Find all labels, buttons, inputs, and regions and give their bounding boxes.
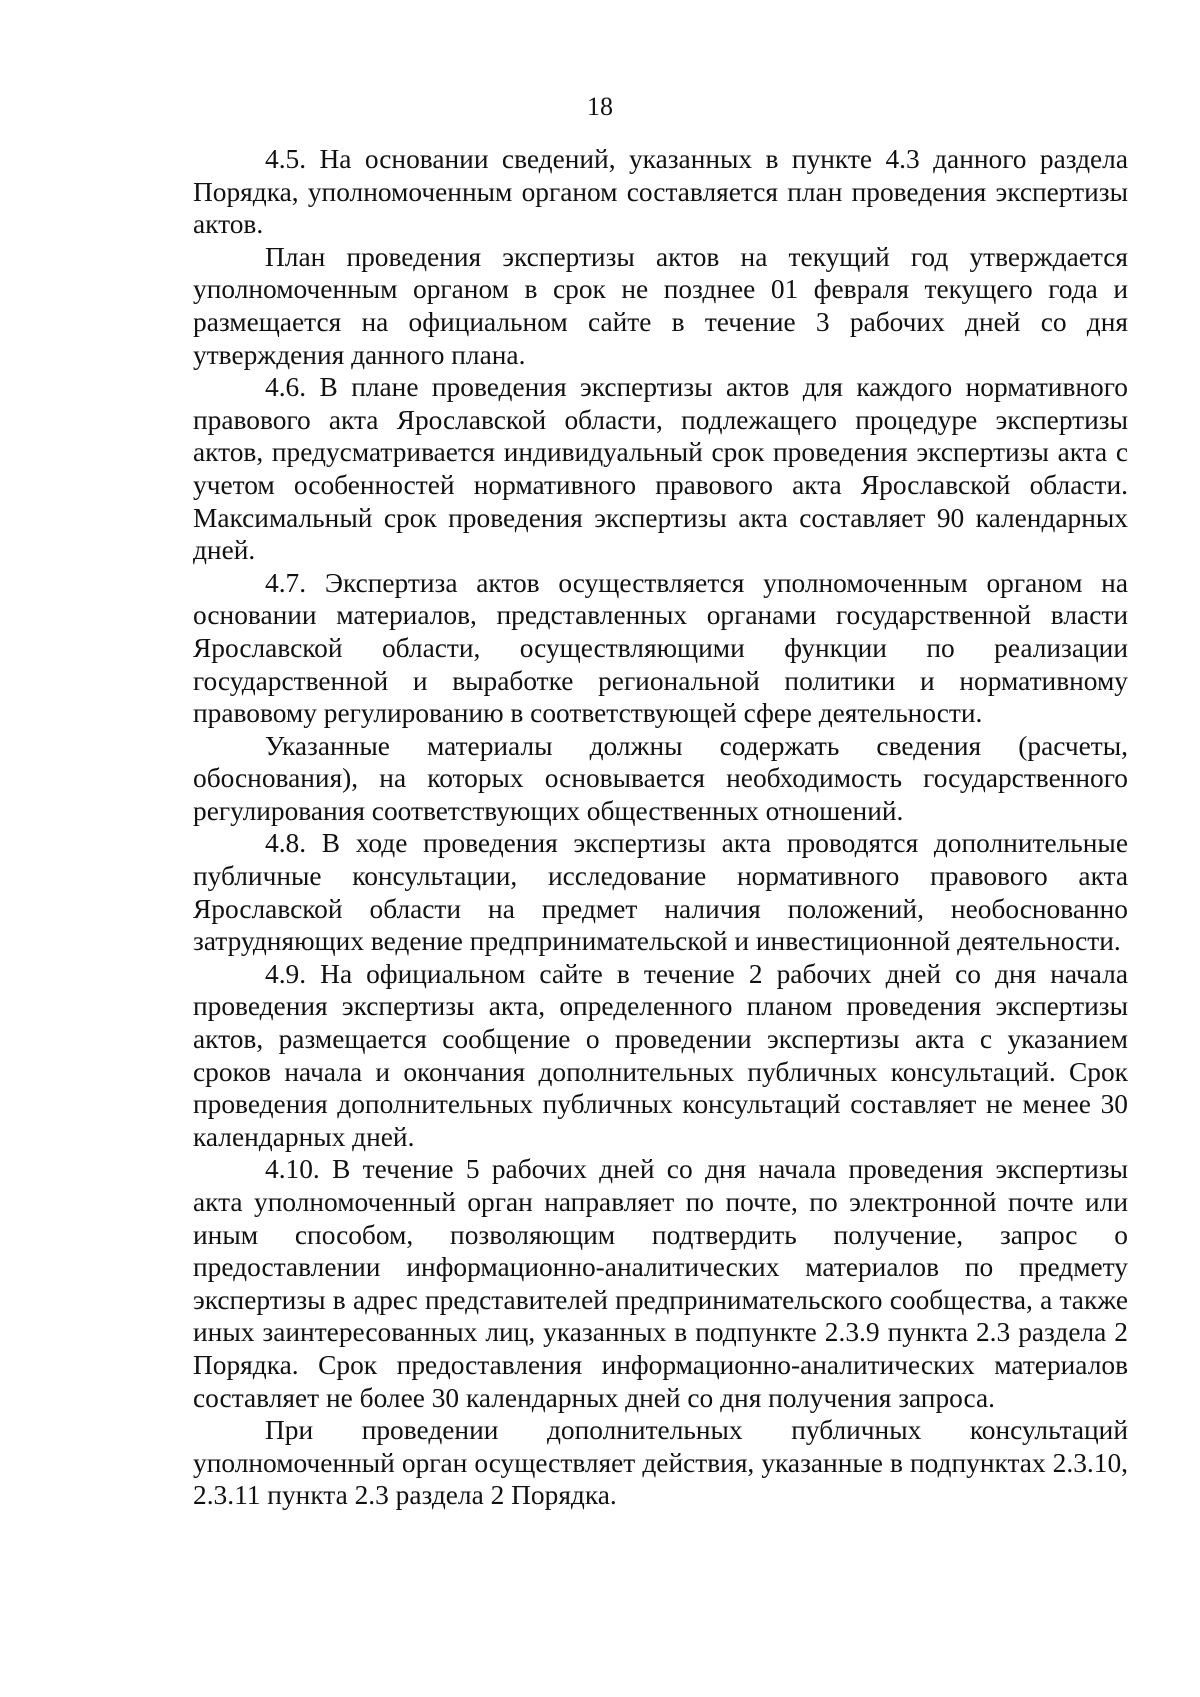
page-number: 18 [587, 92, 613, 121]
paragraph-4-6: 4.6. В плане проведения экспертизы актов для каждого нормативного правового акта Ярославской области, подлежащего процедуре экспертизы актов, предусматривается индивидуальный срок проведения экспертизы акта с учетом особенностей нормативного правового акта Ярославской области. Максимальный срок проведения экспертизы акта составляет 90 календарных дней. [193, 372, 1128, 566]
paragraph-plan-approval: План проведения экспертизы актов на текущий год утверждается уполномоченным органом в срок не позднее 01 февраля текущего года и размещается на официальном сайте в течение 3 рабочих дней со дня утверждения данного плана. [193, 241, 1128, 370]
paragraph-4-9: 4.9. На официальном сайте в течение 2 рабочих дней со дня начала проведения экспертизы акта, определенного планом проведения экспертизы актов, размещается сообщение о проведении экспертизы акта с указанием сроков начала и окончания дополнительных публичных консультаций. Срок проведения дополнительных публичных консультаций составляет не менее 30 календарных дней. [193, 958, 1128, 1152]
paragraph-4-7: 4.7. Экспертиза актов осуществляется уполномоченным органом на основании материалов, представленных органами государственной власти Ярославской области, осуществляющими функции по реализации государственной и выработке региональной политики и нормативному правовому регулированию в соответствующей сфере деятельности. [193, 567, 1128, 729]
paragraph-4-8: 4.8. В ходе проведения экспертизы акта проводятся дополнительные публичные консультации, исследование нормативного правового акта Ярославской области на предмет наличия положений, необоснованно затрудняющих ведение предпринимательской и инвестиционной деятельности. [193, 828, 1128, 957]
paragraph-4-5: 4.5. На основании сведений, указанных в пункте 4.3 данного раздела Порядка, уполномоченным органом составляется план проведения экспертизы актов. [193, 144, 1128, 240]
paragraph-4-10: 4.10. В течение 5 рабочих дней со дня начала проведения экспертизы акта уполномоченный орган направляет по почте, по электронной почте или иным способом, позволяющим подтвердить получение, запрос о предоставлении информационно-аналитических материалов по предмету экспертизы в адрес представителей предпринимательского сообщества, а также иных заинтересованных лиц, указанных в подпункте 2.3.9 пункта 2.3 раздела 2 Порядка. Срок предоставления информационно-аналитических материалов составляет не более 30 календарных дней со дня получения запроса. [193, 1154, 1128, 1413]
paragraph-materials: Указанные материалы должны содержать сведения (расчеты, обоснования), на которых основывается необходимость государственного регулирования соответствующих общественных отношений. [193, 730, 1128, 826]
document-body [193, 143, 1128, 1512]
paragraph-consultations: При проведении дополнительных публичных консультаций уполномоченный орган осуществляет действия, указанные в подпунктах 2.3.10, 2.3.11 пункта 2.3 раздела 2 Порядка. [193, 1415, 1128, 1511]
